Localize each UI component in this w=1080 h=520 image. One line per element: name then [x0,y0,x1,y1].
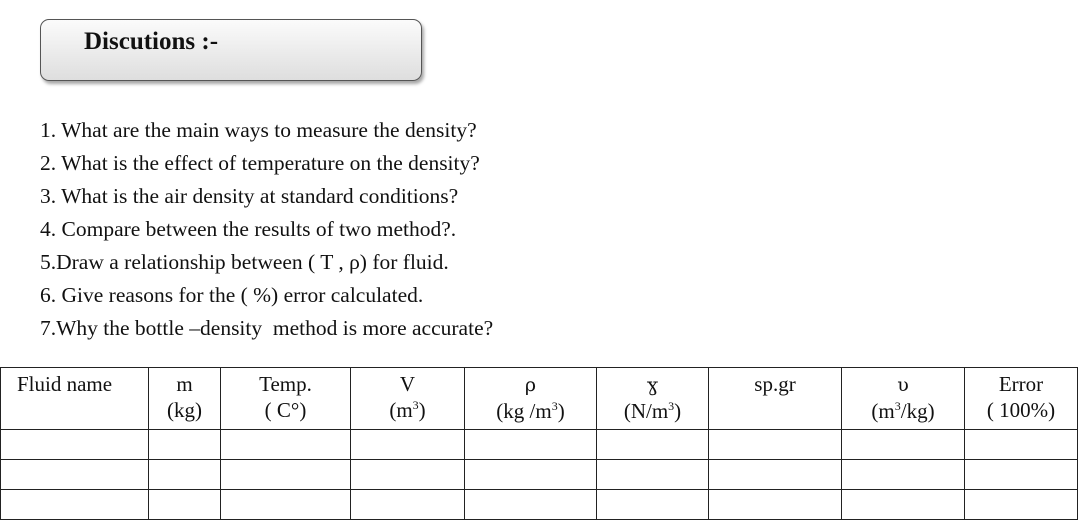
table-cell [465,430,597,460]
section-title-box [40,19,422,81]
table-cell [597,430,709,460]
section-title: Discutions :- [84,28,219,55]
header-fluid-name [1,368,149,430]
question-1: 1. What are the main ways to measure the density? [40,118,477,142]
table-cell [351,460,465,490]
header-specific-gravity [709,368,842,430]
table-cell [709,490,842,520]
questions-list [40,114,493,345]
table-cell [965,490,1078,520]
header-temperature-unit: ( C°) [264,398,307,422]
table-cell [465,490,597,520]
header-specific-volume-unit: $(m^3/kg)$ [871,399,935,423]
table-body [1,430,1078,520]
table-cell [597,490,709,520]
header-mass-symbol: m [176,372,193,396]
table-cell [221,430,351,460]
header-density [465,368,597,430]
header-density-unit: (kg $/m^3$) [496,399,565,423]
header-error-label: Error [998,372,1044,396]
table-cell [351,490,465,520]
table-cell [842,490,965,520]
header-specific-weight-symbol: ɣ [646,374,659,396]
header-temperature [221,368,351,430]
question-5: 5.Draw a relationship between ( T , ρ) for fluid. [40,250,449,274]
header-error [965,368,1078,430]
table-row [1,490,1078,520]
table-cell [709,430,842,460]
header-volume-symbol: V [399,372,416,396]
header-error-unit: ( 100%) [986,398,1056,422]
table-cell [965,430,1078,460]
table-cell [465,460,597,490]
table-cell [1,490,149,520]
header-volume-unit: $(m^3)$ [389,398,426,422]
table-cell [149,490,221,520]
table-cell [842,430,965,460]
question-3: 3. What is the air density at standard conditions? [40,184,459,208]
table-cell [597,460,709,490]
table-cell [149,460,221,490]
table-cell [1,460,149,490]
table-cell [221,460,351,490]
question-6: 6. Give reasons for the ( %) error calculated. [40,283,424,307]
question-4: 4. Compare between the results of two method?. [40,217,457,241]
table-cell [709,460,842,490]
results-table [0,367,1078,520]
header-specific-gravity-label: sp.gr [754,372,796,396]
table-cell [1,430,149,460]
question-2: 2. What is the effect of temperature on the density? [40,151,480,175]
table-row [1,430,1078,460]
header-density-symbol: ρ [524,374,537,396]
header-temperature-label: Temp. [259,372,312,396]
table-cell [842,460,965,490]
header-specific-volume-symbol: υ [897,374,909,396]
header-specific-volume [842,368,965,430]
question-7: 7.Why the bottle –density method is more accurate? [40,316,494,340]
header-specific-weight [597,368,709,430]
table-cell [351,430,465,460]
table-header-row [1,368,1078,430]
header-mass-unit: (kg) [167,398,202,422]
table-row [1,460,1078,490]
table-cell [965,460,1078,490]
header-mass [149,368,221,430]
header-volume [351,368,465,430]
table-cell [149,430,221,460]
header-fluid-name-label: Fluid name [17,372,113,396]
table-cell [221,490,351,520]
header-specific-weight-unit: $(N/m^3)$ [623,399,682,423]
